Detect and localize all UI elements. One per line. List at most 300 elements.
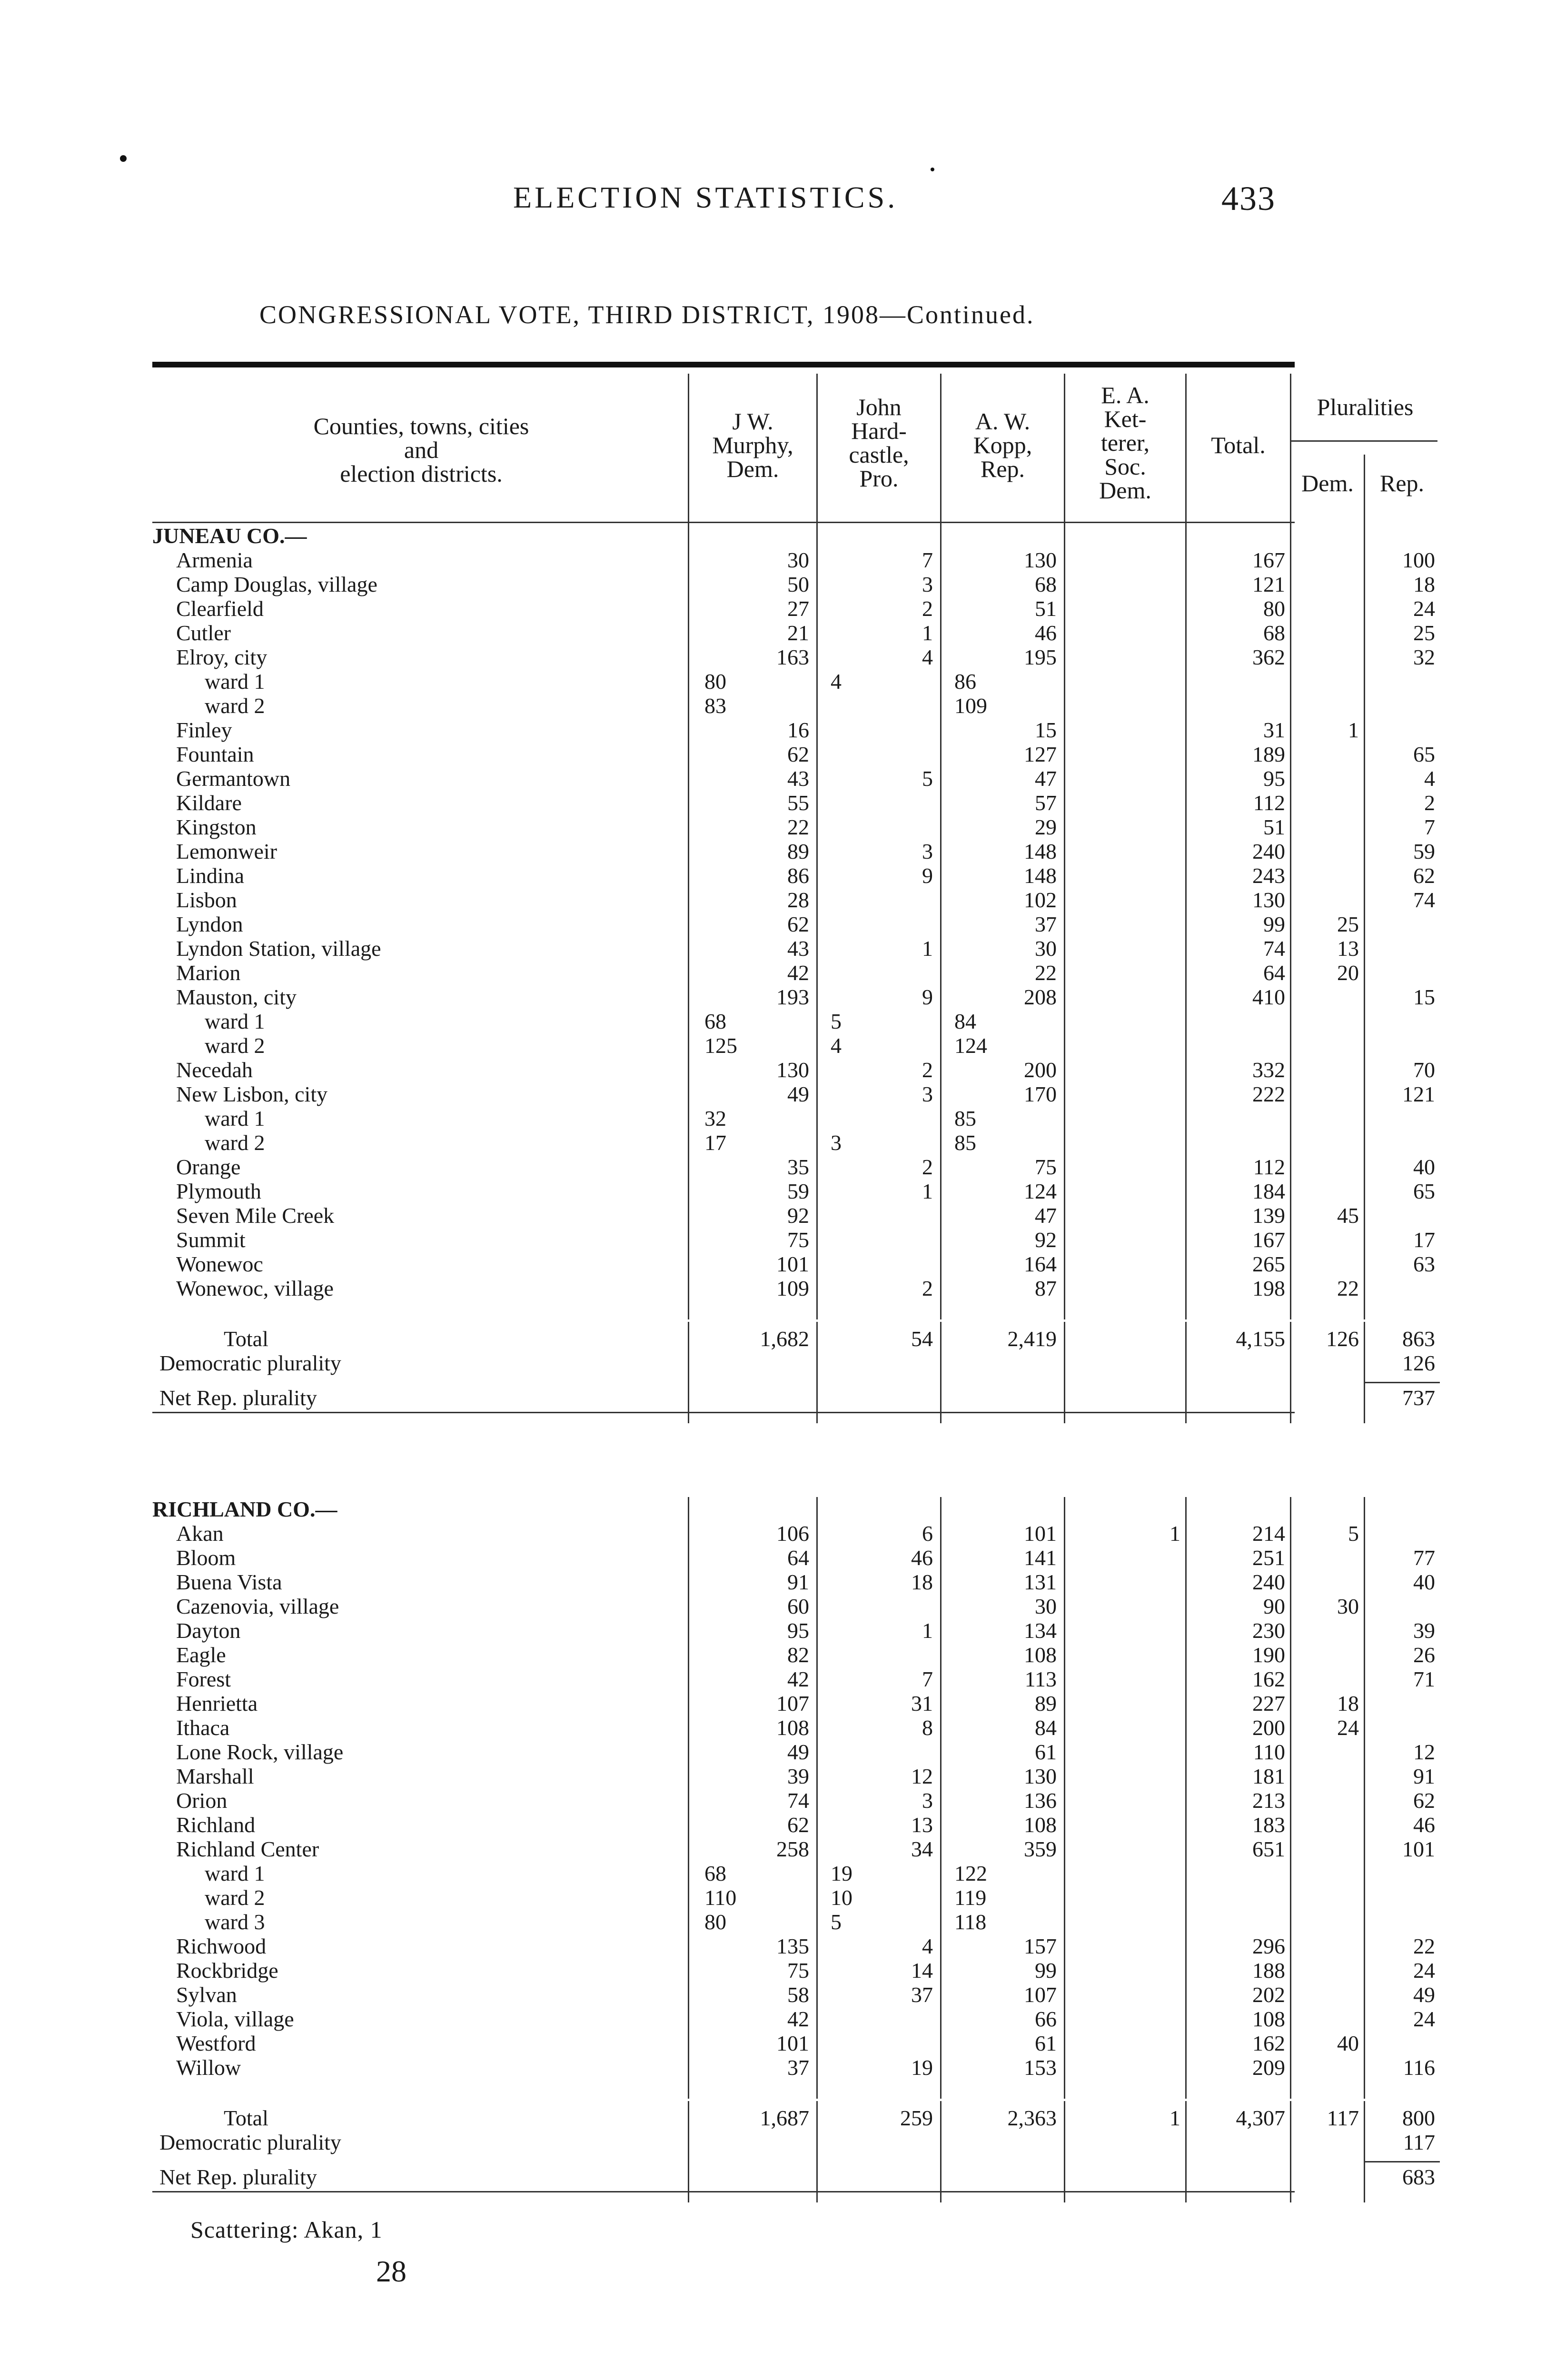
rep-plurality: 32 bbox=[1413, 645, 1435, 669]
total-votes bbox=[1192, 1033, 1285, 1058]
total-votes: 95 bbox=[1263, 766, 1285, 791]
kopp-votes: 148 bbox=[1024, 839, 1057, 863]
rep-plurality: 49 bbox=[1413, 1983, 1435, 2007]
district-name: Sylvan bbox=[176, 1983, 237, 2007]
murphy-votes: 110 bbox=[704, 1885, 737, 1910]
murphy-votes: 16 bbox=[787, 718, 809, 742]
district-name: Rockbridge bbox=[176, 1958, 278, 1983]
kopp-votes: 134 bbox=[1024, 1618, 1057, 1643]
total-votes: 240 bbox=[1252, 839, 1285, 863]
district-name: Clearfield bbox=[176, 596, 264, 621]
district-name: Marion bbox=[176, 961, 241, 985]
hardcastle-votes bbox=[821, 961, 933, 985]
dem-plurality bbox=[1297, 1667, 1359, 1691]
total-votes: 112 bbox=[1253, 791, 1285, 815]
kopp-votes: 109 bbox=[954, 694, 987, 718]
juneau-section bbox=[152, 524, 1435, 1438]
header-pluralities: Pluralities bbox=[1317, 394, 1414, 420]
district-name: Lone Rock, village bbox=[176, 1740, 344, 1764]
dem-plurality bbox=[1297, 645, 1359, 669]
kopp-votes: 131 bbox=[1024, 1570, 1057, 1594]
dem-plurality bbox=[1297, 1228, 1359, 1252]
rep-plurality: 24 bbox=[1413, 1958, 1435, 1983]
district-name: Germantown bbox=[176, 766, 291, 791]
dem-plurality bbox=[1297, 1885, 1359, 1910]
header-kopp: A. W. Kopp, Rep. bbox=[973, 408, 1032, 482]
murphy-votes: 258 bbox=[776, 1837, 809, 1861]
hardcastle-votes: 2 bbox=[922, 1155, 933, 1179]
kopp-votes: 108 bbox=[1024, 1813, 1057, 1837]
dem-plurality bbox=[1297, 2007, 1359, 2031]
county-heading-row bbox=[152, 1497, 1295, 1521]
table-row bbox=[152, 863, 1435, 888]
ketterer-votes bbox=[1069, 1837, 1180, 1861]
table-row bbox=[152, 1740, 1435, 1764]
scattering-note: Scattering: Akan, 1 bbox=[190, 2216, 383, 2243]
hardcastle-votes: 4 bbox=[831, 669, 842, 694]
hardcastle-votes: 31 bbox=[911, 1691, 933, 1716]
ketterer-votes bbox=[1069, 1716, 1180, 1740]
murphy-votes: 60 bbox=[787, 1594, 809, 1618]
murphy-votes: 64 bbox=[787, 1546, 809, 1570]
column-rule bbox=[688, 524, 689, 1319]
ketterer-votes bbox=[1069, 718, 1180, 742]
dem-plurality bbox=[1297, 1837, 1359, 1861]
ketterer-votes bbox=[1069, 1618, 1180, 1643]
dem-plurality: 13 bbox=[1337, 936, 1359, 961]
dem-plurality bbox=[1297, 1958, 1359, 1983]
district-name: Fountain bbox=[176, 742, 254, 766]
murphy-votes: 37 bbox=[787, 2055, 809, 2080]
total-votes: 130 bbox=[1252, 888, 1285, 912]
kopp-votes: 29 bbox=[1035, 815, 1057, 839]
kopp-votes: 107 bbox=[1024, 1983, 1057, 2007]
dem-plurality: 18 bbox=[1337, 1691, 1359, 1716]
table-row bbox=[152, 1788, 1435, 1813]
table-row bbox=[152, 1934, 1435, 1958]
ketterer-votes bbox=[1069, 1203, 1180, 1228]
kopp-votes: 15 bbox=[1035, 718, 1057, 742]
rep-plurality bbox=[1371, 1716, 1435, 1740]
net-plurality-value: 737 bbox=[1402, 1386, 1435, 1410]
murphy-votes: 101 bbox=[776, 2031, 809, 2055]
kopp-votes: 119 bbox=[954, 1885, 987, 1910]
print-speck bbox=[120, 155, 127, 162]
murphy-votes: 101 bbox=[776, 1252, 809, 1276]
murphy-votes: 42 bbox=[787, 961, 809, 985]
table-row bbox=[152, 1203, 1359, 1228]
table-row bbox=[152, 766, 1435, 791]
ketterer-votes bbox=[1069, 2031, 1180, 2055]
total-votes: 200 bbox=[1252, 1716, 1285, 1740]
hardcastle-votes: 2 bbox=[922, 1058, 933, 1082]
richland-section bbox=[152, 1497, 1435, 2211]
table-row bbox=[152, 1252, 1435, 1276]
running-head: ELECTION STATISTICS. bbox=[513, 180, 898, 214]
total-votes: 110 bbox=[1253, 1740, 1285, 1764]
ketterer-votes bbox=[1069, 596, 1180, 621]
hardcastle-votes: 4 bbox=[831, 1033, 842, 1058]
hardcastle-votes: 8 bbox=[922, 1716, 933, 1740]
total-votes bbox=[1192, 1106, 1285, 1130]
rep-plurality bbox=[1371, 1203, 1435, 1228]
murphy-votes: 49 bbox=[787, 1740, 809, 1764]
table-row bbox=[152, 985, 1435, 1009]
district-name: ward 1 bbox=[205, 1106, 265, 1130]
rep-plurality: 63 bbox=[1413, 1252, 1435, 1276]
ketterer-votes bbox=[1069, 1667, 1180, 1691]
rep-plurality: 17 bbox=[1413, 1228, 1435, 1252]
total-votes: 181 bbox=[1252, 1764, 1285, 1788]
column-rule bbox=[1064, 524, 1065, 1319]
ketterer-votes bbox=[1069, 839, 1180, 863]
kopp-votes: 136 bbox=[1024, 1788, 1057, 1813]
district-name: Willow bbox=[176, 2055, 241, 2080]
total-votes: 209 bbox=[1252, 2055, 1285, 2080]
table-row bbox=[152, 1837, 1435, 1861]
table-row bbox=[152, 1861, 1295, 1885]
table-row bbox=[152, 1228, 1435, 1252]
net-plurality-row bbox=[152, 1386, 1435, 1410]
ketterer-votes bbox=[1069, 1130, 1180, 1155]
total-label: Total bbox=[224, 2106, 268, 2130]
murphy-votes: 107 bbox=[776, 1691, 809, 1716]
kopp-votes: 47 bbox=[1035, 1203, 1057, 1228]
murphy-votes: 50 bbox=[787, 572, 809, 596]
ketterer-votes bbox=[1069, 961, 1180, 985]
ketterer-votes bbox=[1069, 1764, 1180, 1788]
hardcastle-votes: 12 bbox=[911, 1764, 933, 1788]
column-rule bbox=[1364, 2101, 1365, 2202]
table-row bbox=[152, 1082, 1435, 1106]
rep-plurality: 25 bbox=[1413, 621, 1435, 645]
hardcastle-votes: 18 bbox=[911, 1570, 933, 1594]
district-name: Kingston bbox=[176, 815, 257, 839]
murphy-votes: 92 bbox=[787, 1203, 809, 1228]
ketterer-votes bbox=[1069, 1813, 1180, 1837]
murphy-votes: 95 bbox=[787, 1618, 809, 1643]
county-heading: JUNEAU CO.— bbox=[152, 524, 307, 548]
district-name: Camp Douglas, village bbox=[176, 572, 377, 596]
table-row bbox=[152, 572, 1435, 596]
democratic-plurality-row bbox=[152, 2130, 1435, 2154]
rep-plurality: 40 bbox=[1413, 1570, 1435, 1594]
ketterer-votes bbox=[1069, 863, 1180, 888]
header-ketterer: E. A. Ket- terer, Soc. Dem. bbox=[1099, 382, 1151, 504]
ketterer-votes bbox=[1069, 1228, 1180, 1252]
county-heading: RICHLAND CO.— bbox=[152, 1497, 337, 1521]
total-votes: 213 bbox=[1252, 1788, 1285, 1813]
murphy-votes: 135 bbox=[776, 1934, 809, 1958]
rep-plurality: 18 bbox=[1413, 572, 1435, 596]
rep-plurality bbox=[1371, 1106, 1435, 1130]
rep-plurality: 65 bbox=[1413, 1179, 1435, 1203]
dem-plurality bbox=[1297, 863, 1359, 888]
rep-plurality: 15 bbox=[1413, 985, 1435, 1009]
district-name: Summit bbox=[176, 1228, 246, 1252]
district-name: Wonewoc, village bbox=[176, 1276, 334, 1300]
ketterer-votes bbox=[1069, 1691, 1180, 1716]
rep-plurality bbox=[1371, 1130, 1435, 1155]
district-name: Orange bbox=[176, 1155, 241, 1179]
district-name: Westford bbox=[176, 2031, 256, 2055]
murphy-votes: 55 bbox=[787, 791, 809, 815]
murphy-votes: 75 bbox=[787, 1958, 809, 1983]
kopp-votes: 37 bbox=[1035, 912, 1057, 936]
dem-plurality bbox=[1297, 742, 1359, 766]
ketterer-votes bbox=[1069, 742, 1180, 766]
dem-plurality: 1 bbox=[1348, 718, 1359, 742]
kopp-votes: 102 bbox=[1024, 888, 1057, 912]
table-row bbox=[152, 2055, 1435, 2080]
kopp-total: 2,419 bbox=[1007, 1327, 1057, 1351]
total-votes bbox=[1192, 1910, 1285, 1934]
dem-plurality bbox=[1297, 2055, 1359, 2080]
total-votes: 51 bbox=[1263, 815, 1285, 839]
district-name: Marshall bbox=[176, 1764, 254, 1788]
ketterer-votes bbox=[1069, 985, 1180, 1009]
column-rule bbox=[1290, 1497, 1291, 2099]
rep-plurality bbox=[1371, 961, 1435, 985]
kopp-votes: 51 bbox=[1035, 596, 1057, 621]
murphy-votes: 28 bbox=[787, 888, 809, 912]
total-votes bbox=[1192, 1885, 1285, 1910]
kopp-votes: 68 bbox=[1035, 572, 1057, 596]
ketterer-votes bbox=[1069, 669, 1180, 694]
rep-plurality: 65 bbox=[1413, 742, 1435, 766]
hardcastle-votes: 3 bbox=[922, 1082, 933, 1106]
dem-plurality bbox=[1297, 621, 1359, 645]
district-name: Lisbon bbox=[176, 888, 237, 912]
rep-plurality: 101 bbox=[1402, 1837, 1435, 1861]
hardcastle-votes: 46 bbox=[911, 1546, 933, 1570]
hardcastle-votes bbox=[831, 1106, 926, 1130]
district-name: Akan bbox=[176, 1521, 224, 1546]
total-votes: 222 bbox=[1252, 1082, 1285, 1106]
header-murphy: J W. Murphy, Dem. bbox=[712, 408, 793, 482]
kopp-votes: 127 bbox=[1024, 742, 1057, 766]
ketterer-votes bbox=[1069, 1740, 1180, 1764]
dem-plurality bbox=[1297, 1179, 1359, 1203]
kopp-votes: 92 bbox=[1035, 1228, 1057, 1252]
total-row bbox=[152, 1327, 1435, 1351]
hardcastle-votes: 4 bbox=[922, 645, 933, 669]
kopp-votes: 30 bbox=[1035, 936, 1057, 961]
hardcastle-votes: 7 bbox=[922, 548, 933, 572]
rep-plurality: 46 bbox=[1413, 1813, 1435, 1837]
democratic-plurality-value: 117 bbox=[1403, 2130, 1435, 2154]
ketterer-votes bbox=[1069, 1082, 1180, 1106]
rep-plurality-total: 800 bbox=[1402, 2106, 1435, 2130]
dem-plurality bbox=[1297, 1740, 1359, 1764]
total-votes: 108 bbox=[1252, 2007, 1285, 2031]
dem-plurality bbox=[1297, 815, 1359, 839]
dem-plurality-total: 126 bbox=[1326, 1327, 1359, 1351]
hardcastle-votes bbox=[831, 694, 926, 718]
ketterer-votes bbox=[1069, 694, 1180, 718]
rep-plurality: 59 bbox=[1413, 839, 1435, 863]
hardcastle-votes: 5 bbox=[831, 1910, 842, 1934]
table-row bbox=[152, 1958, 1435, 1983]
total-votes: 202 bbox=[1252, 1983, 1285, 2007]
kopp-votes: 208 bbox=[1024, 985, 1057, 1009]
dem-plurality: 22 bbox=[1337, 1276, 1359, 1300]
ketterer-votes bbox=[1069, 888, 1180, 912]
ketterer-votes bbox=[1069, 815, 1180, 839]
total-votes: 362 bbox=[1252, 645, 1285, 669]
column-rule bbox=[1064, 1497, 1065, 2099]
page-number: 433 bbox=[1221, 179, 1276, 218]
hardcastle-votes: 19 bbox=[831, 1861, 852, 1885]
ketterer-votes bbox=[1069, 1546, 1180, 1570]
ketterer-votes bbox=[1069, 912, 1180, 936]
hardcastle-votes: 3 bbox=[922, 839, 933, 863]
rep-plurality: 24 bbox=[1413, 2007, 1435, 2031]
kopp-votes: 130 bbox=[1024, 548, 1057, 572]
district-name: Cazenovia, village bbox=[176, 1594, 339, 1618]
district-name: ward 1 bbox=[205, 1009, 265, 1033]
total-votes: 240 bbox=[1252, 1570, 1285, 1594]
rep-plurality bbox=[1371, 1861, 1435, 1885]
total-votes: 243 bbox=[1252, 863, 1285, 888]
kopp-votes: 153 bbox=[1024, 2055, 1057, 2080]
table-row bbox=[152, 1667, 1435, 1691]
rep-plurality: 116 bbox=[1403, 2055, 1435, 2080]
rep-plurality: 4 bbox=[1424, 766, 1435, 791]
dem-plurality bbox=[1297, 1033, 1359, 1058]
democratic-plurality-label: Democratic plurality bbox=[159, 2130, 341, 2154]
total-votes: 198 bbox=[1252, 1276, 1285, 1300]
hardcastle-votes bbox=[821, 912, 933, 936]
district-name: Henrietta bbox=[176, 1691, 258, 1716]
table-row bbox=[152, 888, 1435, 912]
table-row bbox=[152, 1570, 1435, 1594]
rep-plurality: 121 bbox=[1402, 1082, 1435, 1106]
hardcastle-votes: 1 bbox=[922, 1179, 933, 1203]
kopp-votes: 46 bbox=[1035, 621, 1057, 645]
dem-plurality-total: 117 bbox=[1327, 2106, 1359, 2130]
dem-plurality bbox=[1297, 1570, 1359, 1594]
total-votes: 230 bbox=[1252, 1618, 1285, 1643]
hardcastle-votes bbox=[821, 791, 933, 815]
county-heading-row bbox=[152, 524, 1295, 548]
total-row bbox=[152, 2106, 1435, 2130]
total-votes: 189 bbox=[1252, 742, 1285, 766]
kopp-votes: 164 bbox=[1024, 1252, 1057, 1276]
kopp-votes: 99 bbox=[1035, 1958, 1057, 1983]
hardcastle-votes bbox=[821, 1594, 933, 1618]
total-votes: 90 bbox=[1263, 1594, 1285, 1618]
dem-plurality: 25 bbox=[1337, 912, 1359, 936]
section-bottom-rule bbox=[152, 1412, 1295, 1413]
dem-plurality bbox=[1297, 1813, 1359, 1837]
murphy-total: 1,682 bbox=[760, 1327, 809, 1351]
hardcastle-votes bbox=[821, 815, 933, 839]
murphy-votes: 62 bbox=[787, 1813, 809, 1837]
ketterer-votes bbox=[1069, 1033, 1180, 1058]
district-name: Richwood bbox=[176, 1934, 267, 1958]
kopp-votes: 84 bbox=[954, 1009, 976, 1033]
table-row bbox=[152, 1106, 1295, 1130]
kopp-votes: 157 bbox=[1024, 1934, 1057, 1958]
district-name: Seven Mile Creek bbox=[176, 1203, 335, 1228]
murphy-votes: 80 bbox=[704, 1910, 726, 1934]
rep-plurality: 24 bbox=[1413, 596, 1435, 621]
kopp-votes: 101 bbox=[1024, 1521, 1057, 1546]
ketterer-votes bbox=[1069, 1594, 1180, 1618]
kopp-votes: 108 bbox=[1024, 1643, 1057, 1667]
total-votes: 162 bbox=[1252, 2031, 1285, 2055]
ketterer-votes bbox=[1069, 1179, 1180, 1203]
dem-plurality bbox=[1297, 985, 1359, 1009]
district-name: Necedah bbox=[176, 1058, 253, 1082]
column-rule bbox=[816, 1497, 818, 2099]
hardcastle-votes: 1 bbox=[922, 936, 933, 961]
ketterer-votes bbox=[1069, 621, 1180, 645]
murphy-votes: 91 bbox=[787, 1570, 809, 1594]
print-speck bbox=[931, 168, 934, 171]
kopp-votes: 141 bbox=[1024, 1546, 1057, 1570]
murphy-votes: 42 bbox=[787, 1667, 809, 1691]
rep-plurality: 12 bbox=[1413, 1740, 1435, 1764]
district-name: ward 1 bbox=[205, 669, 265, 694]
democratic-plurality-label: Democratic plurality bbox=[159, 1351, 341, 1375]
rep-plurality: 22 bbox=[1413, 1934, 1435, 1958]
table-row bbox=[152, 1130, 1295, 1155]
total-votes: 227 bbox=[1252, 1691, 1285, 1716]
murphy-votes: 68 bbox=[704, 1861, 726, 1885]
hardcastle-votes bbox=[821, 1203, 933, 1228]
district-name: ward 2 bbox=[205, 694, 265, 718]
district-name: Lindina bbox=[176, 863, 245, 888]
hardcastle-votes: 3 bbox=[922, 572, 933, 596]
ketterer-votes bbox=[1069, 1643, 1180, 1667]
column-rule bbox=[1364, 524, 1365, 1319]
total-votes bbox=[1192, 1130, 1285, 1155]
kopp-votes: 89 bbox=[1035, 1691, 1057, 1716]
rep-plurality bbox=[1371, 669, 1435, 694]
district-name: ward 2 bbox=[205, 1130, 265, 1155]
ketterer-votes bbox=[1069, 1934, 1180, 1958]
ketterer-votes: 1 bbox=[1169, 1521, 1180, 1546]
dem-plurality bbox=[1297, 1252, 1359, 1276]
dem-plurality bbox=[1297, 596, 1359, 621]
ketterer-votes bbox=[1069, 1252, 1180, 1276]
kopp-votes: 195 bbox=[1024, 645, 1057, 669]
dem-plurality bbox=[1297, 1155, 1359, 1179]
column-rule bbox=[940, 524, 941, 1319]
column-rule bbox=[1364, 1322, 1365, 1423]
murphy-votes: 42 bbox=[787, 2007, 809, 2031]
ketterer-total bbox=[1069, 1327, 1180, 1351]
murphy-votes: 83 bbox=[704, 694, 726, 718]
table-row bbox=[152, 1179, 1435, 1203]
table-row bbox=[152, 1910, 1295, 1934]
district-name: Kildare bbox=[176, 791, 242, 815]
ketterer-votes bbox=[1069, 766, 1180, 791]
column-rule bbox=[1290, 524, 1291, 1319]
table-row bbox=[152, 1546, 1435, 1570]
rep-plurality: 100 bbox=[1402, 548, 1435, 572]
column-rule bbox=[688, 1497, 689, 2099]
dem-plurality bbox=[1297, 1764, 1359, 1788]
democratic-plurality-value: 126 bbox=[1402, 1351, 1435, 1375]
murphy-votes: 39 bbox=[787, 1764, 809, 1788]
header-area-label: Counties, towns, cities and election districts. bbox=[313, 413, 529, 487]
kopp-votes: 61 bbox=[1035, 2031, 1057, 2055]
kopp-votes: 87 bbox=[1035, 1276, 1057, 1300]
ketterer-votes bbox=[1069, 1910, 1180, 1934]
